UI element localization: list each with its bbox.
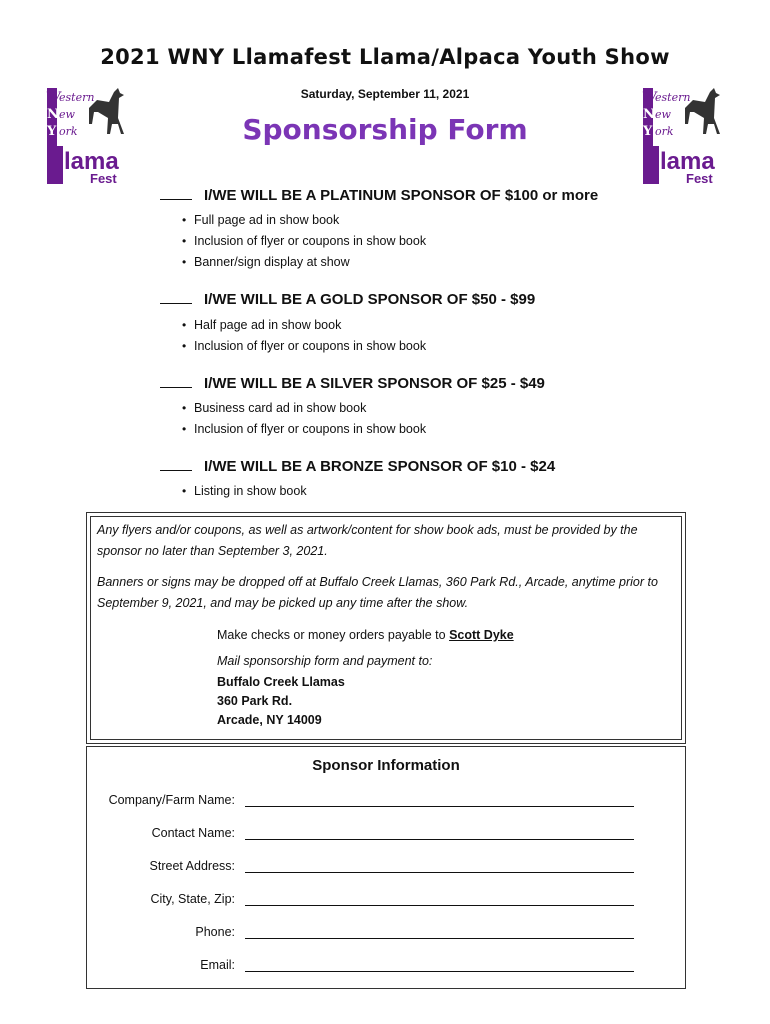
field-label: City, State, Zip:	[150, 892, 235, 906]
field-label: Phone:	[195, 925, 235, 939]
page-title: 2021 WNY Llamafest Llama/Alpaca Youth Show	[100, 45, 670, 69]
tier-label: I/WE WILL BE A GOLD SPONSOR OF $50 - $99	[204, 291, 536, 308]
email-input-line[interactable]	[245, 971, 634, 972]
svg-text:N: N	[643, 107, 655, 122]
field-label: Company/Farm Name:	[108, 793, 235, 807]
form-title: Sponsorship Form	[242, 113, 528, 146]
street-input-line[interactable]	[245, 872, 634, 873]
sponsor-info-box	[86, 746, 686, 989]
company-input-line[interactable]	[245, 806, 634, 807]
gold-benefits	[182, 315, 426, 357]
svg-text:ork: ork	[59, 125, 78, 138]
tier-silver[interactable]	[160, 375, 545, 392]
field-label: Email:	[200, 958, 235, 972]
svg-text:estern: estern	[59, 91, 95, 104]
contact-input-line[interactable]	[245, 839, 634, 840]
list-item: • Half page ad in show book	[182, 315, 426, 336]
list-item: • Inclusion of flyer or coupons in show book	[182, 336, 426, 357]
svg-text:Y: Y	[47, 124, 57, 139]
banner-note-line2: September 9, 2021, and may be picked up any time after the show.	[97, 596, 469, 610]
field-label: Contact Name:	[151, 826, 235, 840]
list-item: • Inclusion of flyer or coupons in show book	[182, 419, 426, 440]
tier-label: I/WE WILL BE A BRONZE SPONSOR OF $10 - $24	[204, 458, 556, 475]
event-date: Saturday, September 11, 2021	[300, 87, 470, 101]
tier-label: I/WE WILL BE A PLATINUM SPONSOR OF $100 or more	[204, 187, 599, 204]
svg-text:W: W	[642, 90, 657, 105]
city-state-zip-field[interactable]	[87, 892, 685, 912]
tier-label: I/WE WILL BE A SILVER SPONSOR OF $25 - $49	[204, 375, 545, 392]
checkbox-blank[interactable]	[160, 375, 192, 388]
checkbox-blank[interactable]	[160, 458, 192, 471]
phone-input-line[interactable]	[245, 938, 634, 939]
bronze-benefits	[182, 481, 307, 502]
svg-text:Fest: Fest	[686, 171, 713, 186]
checkbox-blank[interactable]	[160, 187, 192, 200]
checkbox-blank[interactable]	[160, 291, 192, 304]
tier-platinum[interactable]	[160, 187, 598, 204]
tier-gold[interactable]	[160, 291, 535, 308]
deadline-note-line2: sponsor no later than September 3, 2021.	[97, 544, 328, 558]
list-item: • Full page ad in show book	[182, 210, 426, 231]
svg-text:lama: lama	[64, 148, 119, 175]
svg-text:N: N	[47, 107, 59, 122]
contact-field[interactable]	[87, 826, 685, 846]
svg-text:Y: Y	[643, 124, 653, 139]
svg-text:lama: lama	[660, 148, 715, 175]
company-field[interactable]	[87, 793, 685, 813]
address-line: Arcade, NY 14009	[217, 713, 322, 727]
payable-prefix: Make checks or money orders payable to	[217, 628, 450, 642]
platinum-benefits	[182, 210, 426, 273]
tier-bronze[interactable]	[160, 458, 555, 475]
llama-logo-icon	[640, 86, 726, 186]
list-item: • Banner/sign display at show	[182, 252, 426, 273]
svg-text:Fest: Fest	[90, 171, 117, 186]
street-field[interactable]	[87, 859, 685, 879]
sponsor-info-heading: Sponsor Information	[312, 757, 460, 774]
llama-fest-logo-right	[640, 86, 726, 186]
list-item: • Listing in show book	[182, 481, 307, 502]
payable-line	[217, 628, 514, 642]
email-field[interactable]	[87, 958, 685, 978]
instructions-box	[86, 512, 686, 744]
list-item: • Business card ad in show book	[182, 398, 426, 419]
svg-text:estern: estern	[655, 91, 691, 104]
svg-text:W: W	[46, 90, 61, 105]
mail-to-line: Mail sponsorship form and payment to:	[217, 654, 433, 668]
svg-text:ew: ew	[655, 108, 671, 121]
svg-text:ork: ork	[655, 125, 674, 138]
svg-text:ew: ew	[59, 108, 75, 121]
list-item: • Inclusion of flyer or coupons in show book	[182, 231, 426, 252]
silver-benefits	[182, 398, 426, 440]
address-line: 360 Park Rd.	[217, 694, 293, 708]
phone-field[interactable]	[87, 925, 685, 945]
city-input-line[interactable]	[245, 905, 634, 906]
llama-logo-icon	[44, 86, 130, 186]
address-line: Buffalo Creek Llamas	[217, 675, 345, 689]
mailing-address	[217, 673, 345, 730]
field-label: Street Address:	[149, 859, 235, 873]
payable-name: Scott Dyke	[449, 628, 514, 642]
llama-fest-logo-left	[44, 86, 130, 186]
deadline-note-line1: Any flyers and/or coupons, as well as artwork/content for show book ads, must be provided by the	[97, 523, 638, 537]
banner-note-line1: Banners or signs may be dropped off at Buffalo Creek Llamas, 360 Park Rd., Arcade, anytime prior to	[97, 575, 658, 589]
